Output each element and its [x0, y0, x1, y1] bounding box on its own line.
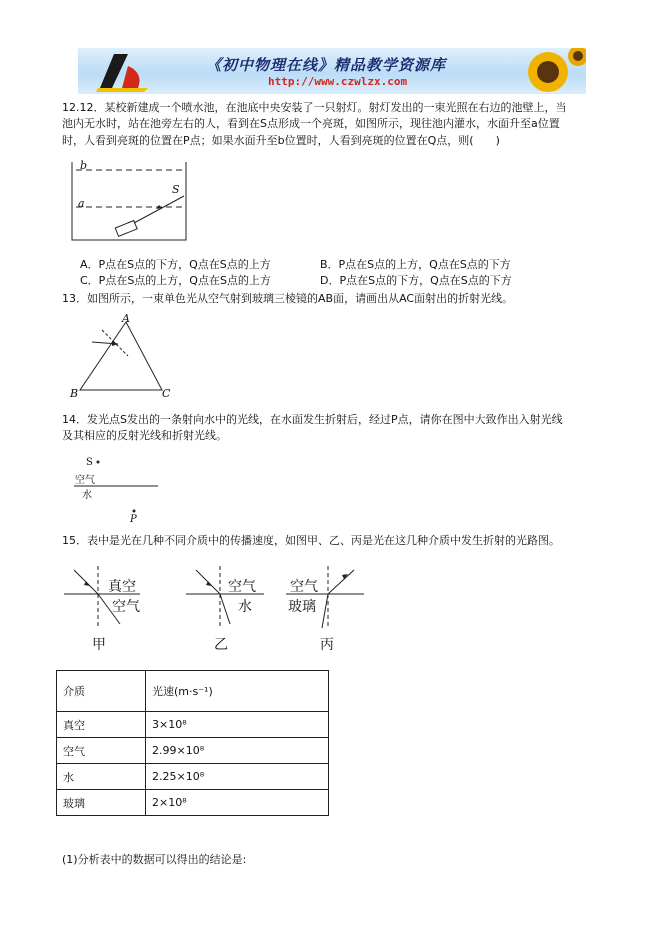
table-row: [57, 764, 329, 790]
fig-yi-top-medium: 空气: [228, 579, 256, 595]
table-cell-medium: 真空: [57, 712, 146, 738]
fig-yi-caption: 乙: [214, 637, 228, 653]
header-banner: [78, 48, 586, 94]
q12-line2: 池内无水时，站在池旁左右的人，看到在S点形成一个亮斑，如图所示，现往池内灌水，水面升至a位置: [62, 117, 560, 130]
q12-label-s: S: [172, 183, 180, 196]
banner-title: 《初中物理在线》精品教学资源库: [206, 56, 447, 74]
q12-option-d: D．P点在S点的下方，Q点在S点的下方: [320, 274, 512, 287]
table-cell-speed: 2.25×10⁸: [146, 764, 329, 790]
table-cell-medium: 空气: [57, 738, 146, 764]
table-header-row: [57, 671, 329, 712]
table-cell-speed: 2.99×10⁸: [146, 738, 329, 764]
q14-label-air: 空气: [75, 475, 95, 486]
q12-option-b: B．P点在S点的上方，Q点在S点的下方: [320, 258, 511, 271]
table-row: [57, 790, 329, 816]
fig-bing-bottom-medium: 玻璃: [288, 599, 316, 615]
q14-label-p: P: [130, 514, 137, 525]
light-speed-table: [56, 670, 329, 816]
table-row: [57, 712, 329, 738]
q14-label-water: 水: [82, 490, 92, 501]
q15-text: 15．表中是光在几种不同介质中的传播速度，如图甲、乙、丙是光在这几种介质中发生折射的光路图。: [62, 534, 560, 547]
fig-yi-bottom-medium: 水: [238, 599, 252, 615]
q13-label-b: B: [70, 387, 79, 400]
q14-line1: 14．发光点S发出的一条射向水中的光线，在水面发生折射后，经过P点，请你在图中大致作出入射光线: [62, 413, 563, 426]
table-header-medium: 介质: [57, 671, 146, 712]
q13-label-a: A: [122, 312, 130, 325]
q12-line3: 时，人看到亮斑的位置在P点；如果水面升至b位置时，人看到亮斑的位置在Q点，则( ): [62, 134, 500, 147]
sunflower-icon: [508, 48, 586, 94]
q14-line2: 及其相应的反射光线和折射光线。: [62, 429, 227, 442]
q15-sub-question-1: (1)分析表中的数据可以得出的结论是:: [62, 853, 247, 866]
fig-jia-caption: 甲: [92, 637, 106, 653]
table-header-speed: 光速(m·s⁻¹): [146, 671, 329, 712]
q14-label-s: S: [86, 457, 93, 468]
table-cell-speed: 2×10⁸: [146, 790, 329, 816]
q13-label-c: C: [162, 387, 171, 400]
table-cell-medium: 玻璃: [57, 790, 146, 816]
banner-url[interactable]: http://www.czwlzx.com: [268, 75, 408, 88]
fig-bing-caption: 丙: [320, 637, 334, 653]
fig-jia-bottom-medium: 空气: [112, 599, 140, 615]
table-row: [57, 738, 329, 764]
q12-option-a: A．P点在S点的下方，Q点在S点的上方: [80, 258, 271, 271]
fig-bing-top-medium: 空气: [290, 579, 318, 595]
table-cell-speed: 3×10⁸: [146, 712, 329, 738]
q13-prism-diagram: [70, 316, 180, 396]
q12-option-c: C．P点在S点的上方，Q点在S点的上方: [80, 274, 271, 287]
q13-text: 13．如图所示，一束单色光从空气射到玻璃三棱镜的AB面，请画出从AC面射出的折射光线。: [62, 292, 514, 305]
q12-line1: 12.12．某校新建成一个喷水池，在池底中央安装了一只射灯。射灯发出的一束光照在右边的池壁上，当: [62, 101, 567, 114]
q12-label-a: a: [78, 197, 85, 210]
table-cell-medium: 水: [57, 764, 146, 790]
q12-label-b: b: [80, 159, 88, 172]
fig-jia-top-medium: 真空: [108, 579, 136, 595]
